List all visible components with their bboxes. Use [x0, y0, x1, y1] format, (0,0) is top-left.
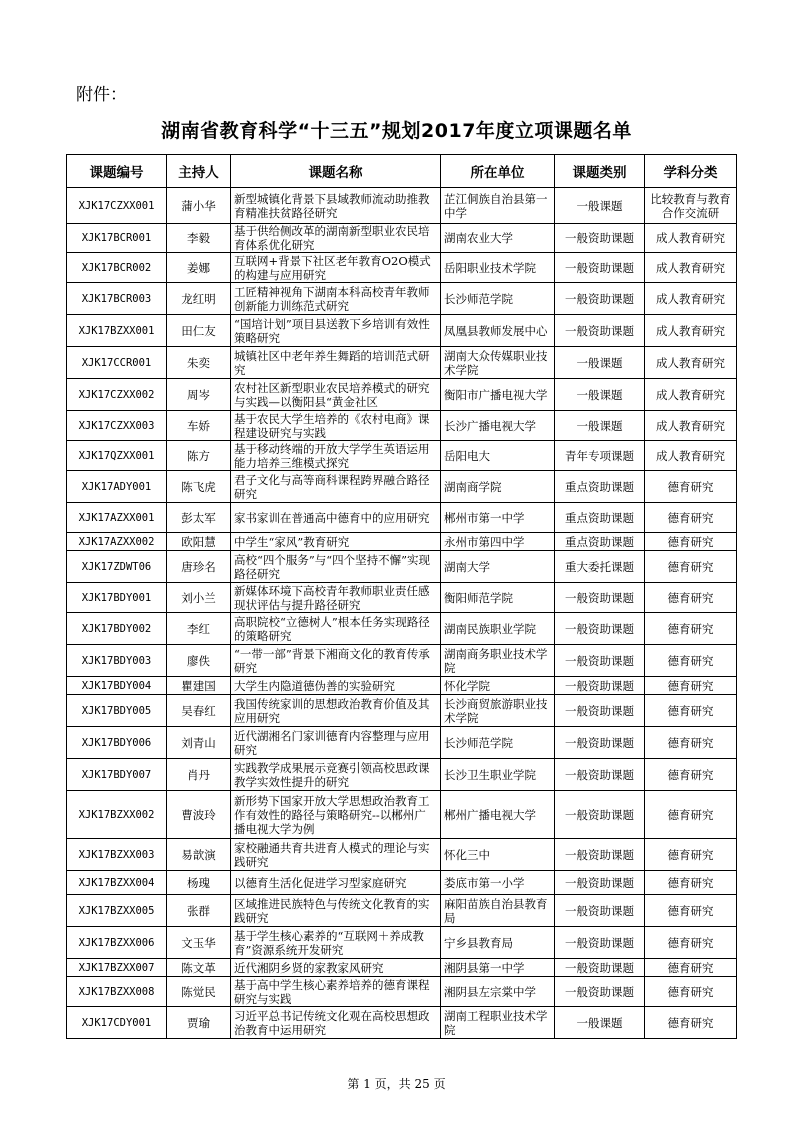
cell-host: 唐珍名 [167, 551, 231, 583]
cell-category: 重点资助课题 [555, 503, 645, 533]
cell-unit: 湖南商学院 [441, 471, 555, 503]
cell-subject: 德育研究 [645, 927, 737, 959]
table-row [67, 471, 737, 503]
cell-unit: 长沙师范学院 [441, 283, 555, 315]
table-row [67, 224, 737, 253]
table-row [67, 645, 737, 677]
table-header-row [67, 155, 737, 188]
cell-subject: 德育研究 [645, 645, 737, 677]
column-header-name: 课题名称 [231, 155, 441, 188]
cell-host: 肖丹 [167, 759, 231, 791]
cell-code: XJK17BZXX005 [67, 895, 167, 927]
cell-title: 新媒体环境下高校青年教师职业责任感现状评估与提升路径研究 [231, 583, 441, 613]
cell-category: 一般资助课题 [555, 927, 645, 959]
cell-title: 工匠精神视角下湖南本科高校青年教师创新能力训练范式研究 [231, 283, 441, 315]
cell-subject: 成人教育研究 [645, 379, 737, 411]
cell-unit: 衡阳师范学院 [441, 583, 555, 613]
cell-title: 区域推进民族特色与传统文化教育的实践研究 [231, 895, 441, 927]
page-footer: 第 1 页，共 25 页 [347, 1077, 446, 1091]
cell-unit: 长沙商贸旅游职业技术学院 [441, 695, 555, 727]
cell-subject: 德育研究 [645, 471, 737, 503]
table-row [67, 533, 737, 551]
cell-code: XJK17BZXX007 [67, 959, 167, 977]
cell-unit: 永州市第四中学 [441, 533, 555, 551]
cell-unit: 芷江侗族自治县第一中学 [441, 188, 555, 224]
cell-code: XJK17BDY002 [67, 613, 167, 645]
cell-host: 姜娜 [167, 253, 231, 283]
cell-host: 田仁友 [167, 315, 231, 347]
cell-code: XJK17QZXX001 [67, 441, 167, 471]
cell-category: 一般资助课题 [555, 315, 645, 347]
cell-title: 习近平总书记传统文化观在高校思想政治教育中运用研究 [231, 1007, 441, 1039]
cell-host: 文玉华 [167, 927, 231, 959]
cell-code: XJK17BZXX006 [67, 927, 167, 959]
cell-host: 周岑 [167, 379, 231, 411]
cell-subject: 德育研究 [645, 759, 737, 791]
cell-unit: 岳阳电大 [441, 441, 555, 471]
cell-code: XJK17BDY003 [67, 645, 167, 677]
cell-title: 新型城镇化背景下县域教师流动助推教育精准扶贫路径研究 [231, 188, 441, 224]
cell-unit: 凤凰县教师发展中心 [441, 315, 555, 347]
cell-category: 一般资助课题 [555, 613, 645, 645]
cell-category: 青年专项课题 [555, 441, 645, 471]
cell-subject: 德育研究 [645, 1007, 737, 1039]
column-header-category: 课题类别 [555, 155, 645, 188]
cell-unit: 长沙师范学院 [441, 727, 555, 759]
cell-subject: 成人教育研究 [645, 283, 737, 315]
cell-category: 一般资助课题 [555, 759, 645, 791]
cell-code: XJK17BCR003 [67, 283, 167, 315]
cell-unit: 岳阳职业技术学院 [441, 253, 555, 283]
cell-subject: 德育研究 [645, 791, 737, 839]
table-row [67, 839, 737, 871]
cell-category: 一般资助课题 [555, 695, 645, 727]
cell-title: 互联网+背景下社区老年教育O2O模式的构建与应用研究 [231, 253, 441, 283]
cell-unit: 湖南农业大学 [441, 224, 555, 253]
cell-subject: 德育研究 [645, 551, 737, 583]
cell-host: 瞿建国 [167, 677, 231, 695]
cell-code: XJK17AZXX002 [67, 533, 167, 551]
table-row [67, 347, 737, 379]
cell-subject: 成人教育研究 [645, 411, 737, 441]
cell-code: XJK17ZDWT06 [67, 551, 167, 583]
cell-subject: 成人教育研究 [645, 347, 737, 379]
attachment-label: 附件： [76, 85, 127, 105]
column-header-subject: 学科分类 [645, 155, 737, 188]
table-row [67, 791, 737, 839]
cell-title: 基于高中学生核心素养培养的德育课程研究与实践 [231, 977, 441, 1007]
cell-subject: 德育研究 [645, 503, 737, 533]
cell-code: XJK17BDY005 [67, 695, 167, 727]
cell-title: 高校“四个服务”与“四个坚持不懈”实现路径研究 [231, 551, 441, 583]
cell-unit: 长沙卫生职业学院 [441, 759, 555, 791]
cell-category: 一般资助课题 [555, 977, 645, 1007]
cell-title: 家书家训在普通高中德育中的应用研究 [231, 503, 441, 533]
cell-category: 一般资助课题 [555, 677, 645, 695]
cell-category: 一般资助课题 [555, 645, 645, 677]
table-row [67, 959, 737, 977]
cell-subject: 德育研究 [645, 695, 737, 727]
cell-unit: 湖南工程职业技术学院 [441, 1007, 555, 1039]
table-row [67, 927, 737, 959]
cell-unit: 怀化三中 [441, 839, 555, 871]
table-row [67, 253, 737, 283]
cell-code: XJK17AZXX001 [67, 503, 167, 533]
cell-category: 重点资助课题 [555, 471, 645, 503]
table-row [67, 583, 737, 613]
cell-host: 龙红明 [167, 283, 231, 315]
cell-host: 欧阳慧 [167, 533, 231, 551]
cell-title: 城镇社区中老年养生舞蹈的培训范式研究 [231, 347, 441, 379]
cell-title: “一带一部”背景下湘商文化的教育传承研究 [231, 645, 441, 677]
table-body [67, 188, 737, 1039]
table-row [67, 551, 737, 583]
cell-code: XJK17CZXX003 [67, 411, 167, 441]
column-header-unit: 所在单位 [441, 155, 555, 188]
table-row [67, 379, 737, 411]
cell-title: 中学生“家风”教育研究 [231, 533, 441, 551]
cell-host: 彭太军 [167, 503, 231, 533]
cell-subject: 德育研究 [645, 895, 737, 927]
cell-title: 基于学生核心素养的“互联网＋养成教育”资源系统开发研究 [231, 927, 441, 959]
cell-host: 陈方 [167, 441, 231, 471]
table-row [67, 315, 737, 347]
cell-subject: 德育研究 [645, 977, 737, 1007]
cell-code: XJK17BDY004 [67, 677, 167, 695]
cell-category: 一般课题 [555, 411, 645, 441]
column-header-code: 课题编号 [67, 155, 167, 188]
table-row [67, 188, 737, 224]
table-row [67, 613, 737, 645]
table-row [67, 1007, 737, 1039]
table-row [67, 977, 737, 1007]
table-row [67, 677, 737, 695]
cell-code: XJK17BZXX008 [67, 977, 167, 1007]
cell-category: 一般资助课题 [555, 283, 645, 315]
cell-host: 陈飞虎 [167, 471, 231, 503]
cell-subject: 成人教育研究 [645, 253, 737, 283]
cell-code: XJK17BZXX001 [67, 315, 167, 347]
cell-code: XJK17CCR001 [67, 347, 167, 379]
cell-subject: 德育研究 [645, 727, 737, 759]
table-row [67, 871, 737, 895]
cell-host: 车娇 [167, 411, 231, 441]
cell-unit: 怀化学院 [441, 677, 555, 695]
cell-title: 大学生内隐道德伪善的实验研究 [231, 677, 441, 695]
cell-category: 一般资助课题 [555, 959, 645, 977]
table-row [67, 503, 737, 533]
cell-subject: 德育研究 [645, 677, 737, 695]
cell-category: 一般课题 [555, 1007, 645, 1039]
cell-host: 廖佚 [167, 645, 231, 677]
cell-host: 张群 [167, 895, 231, 927]
cell-category: 一般资助课题 [555, 224, 645, 253]
cell-title: 基于移动终端的开放大学学生英语运用能力培养三维模式探究 [231, 441, 441, 471]
project-table [66, 154, 737, 1039]
table-row [67, 895, 737, 927]
table-row [67, 727, 737, 759]
cell-title: 近代湖湘名门家训德育内容整理与应用研究 [231, 727, 441, 759]
cell-unit: 宁乡县教育局 [441, 927, 555, 959]
cell-title: 基于农民大学生培养的《农村电商》课程建设研究与实践 [231, 411, 441, 441]
cell-host: 易歆演 [167, 839, 231, 871]
cell-unit: 湖南商务职业技术学院 [441, 645, 555, 677]
cell-subject: 德育研究 [645, 839, 737, 871]
cell-code: XJK17BZXX003 [67, 839, 167, 871]
cell-unit: 湘阴县左宗棠中学 [441, 977, 555, 1007]
cell-subject: 德育研究 [645, 533, 737, 551]
cell-host: 朱奕 [167, 347, 231, 379]
cell-category: 一般资助课题 [555, 791, 645, 839]
cell-title: 基于供给侧改革的湖南新型职业农民培育体系优化研究 [231, 224, 441, 253]
cell-subject: 德育研究 [645, 613, 737, 645]
cell-category: 一般资助课题 [555, 583, 645, 613]
cell-title: 君子文化与高等商科课程跨界融合路径研究 [231, 471, 441, 503]
cell-subject: 德育研究 [645, 583, 737, 613]
cell-host: 曹波玲 [167, 791, 231, 839]
cell-host: 陈觉民 [167, 977, 231, 1007]
cell-code: XJK17BCR002 [67, 253, 167, 283]
cell-unit: 湖南大学 [441, 551, 555, 583]
cell-title: 我国传统家训的思想政治教育价值及其应用研究 [231, 695, 441, 727]
cell-subject: 成人教育研究 [645, 315, 737, 347]
cell-host: 蒲小华 [167, 188, 231, 224]
page-title: 湖南省教育科学“十三五”规划2017年度立项课题名单 [161, 120, 632, 142]
cell-subject: 比较教育与教育合作交流研 [645, 188, 737, 224]
table-row [67, 759, 737, 791]
cell-category: 一般资助课题 [555, 895, 645, 927]
cell-subject: 成人教育研究 [645, 441, 737, 471]
cell-subject: 成人教育研究 [645, 224, 737, 253]
cell-title: 新形势下国家开放大学思想政治教育工作有效性的路径与策略研究--以郴州广播电视大学为例 [231, 791, 441, 839]
cell-category: 一般课题 [555, 379, 645, 411]
cell-unit: 娄底市第一小学 [441, 871, 555, 895]
cell-code: XJK17CZXX001 [67, 188, 167, 224]
table-row [67, 695, 737, 727]
cell-unit: 衡阳市广播电视大学 [441, 379, 555, 411]
cell-host: 杨瑰 [167, 871, 231, 895]
cell-unit: 麻阳苗族自治县教育局 [441, 895, 555, 927]
column-header-host: 主持人 [167, 155, 231, 188]
cell-category: 一般资助课题 [555, 871, 645, 895]
cell-code: XJK17BDY001 [67, 583, 167, 613]
cell-unit: 郴州广播电视大学 [441, 791, 555, 839]
cell-category: 一般课题 [555, 188, 645, 224]
cell-category: 一般课题 [555, 347, 645, 379]
cell-code: XJK17BZXX004 [67, 871, 167, 895]
cell-unit: 郴州市第一中学 [441, 503, 555, 533]
cell-code: XJK17BCR001 [67, 224, 167, 253]
cell-code: XJK17ADY001 [67, 471, 167, 503]
cell-title: 以德育生活化促进学习型家庭研究 [231, 871, 441, 895]
cell-category: 一般资助课题 [555, 727, 645, 759]
cell-code: XJK17BDY006 [67, 727, 167, 759]
cell-code: XJK17CZXX002 [67, 379, 167, 411]
cell-category: 重点资助课题 [555, 533, 645, 551]
cell-host: 李毅 [167, 224, 231, 253]
cell-code: XJK17CDY001 [67, 1007, 167, 1039]
cell-host: 贾瑜 [167, 1007, 231, 1039]
cell-host: 刘小兰 [167, 583, 231, 613]
cell-title: 农村社区新型职业农民培养模式的研究与实践—以衡阳县“黄金社区 [231, 379, 441, 411]
cell-title: 家校融通共育共进育人模式的理论与实践研究 [231, 839, 441, 871]
cell-host: 刘青山 [167, 727, 231, 759]
table-row [67, 441, 737, 471]
cell-unit: 湖南大众传媒职业技术学院 [441, 347, 555, 379]
cell-unit: 湘阴县第一中学 [441, 959, 555, 977]
cell-category: 重大委托课题 [555, 551, 645, 583]
cell-host: 陈文革 [167, 959, 231, 977]
cell-title: 高职院校“立德树人”根本任务实现路径的策略研究 [231, 613, 441, 645]
cell-code: XJK17BDY007 [67, 759, 167, 791]
table-row [67, 411, 737, 441]
cell-host: 李红 [167, 613, 231, 645]
cell-title: 近代湘阴乡贤的家教家风研究 [231, 959, 441, 977]
cell-title: 实践教学成果展示竞赛引领高校思政课教学实效性提升的研究 [231, 759, 441, 791]
cell-unit: 长沙广播电视大学 [441, 411, 555, 441]
cell-code: XJK17BZXX002 [67, 791, 167, 839]
cell-title: “国培计划”项目县送教下乡培训有效性策略研究 [231, 315, 441, 347]
cell-subject: 德育研究 [645, 871, 737, 895]
cell-category: 一般资助课题 [555, 253, 645, 283]
cell-unit: 湖南民族职业学院 [441, 613, 555, 645]
table-row [67, 283, 737, 315]
cell-category: 一般资助课题 [555, 839, 645, 871]
cell-host: 吴春红 [167, 695, 231, 727]
cell-subject: 德育研究 [645, 959, 737, 977]
